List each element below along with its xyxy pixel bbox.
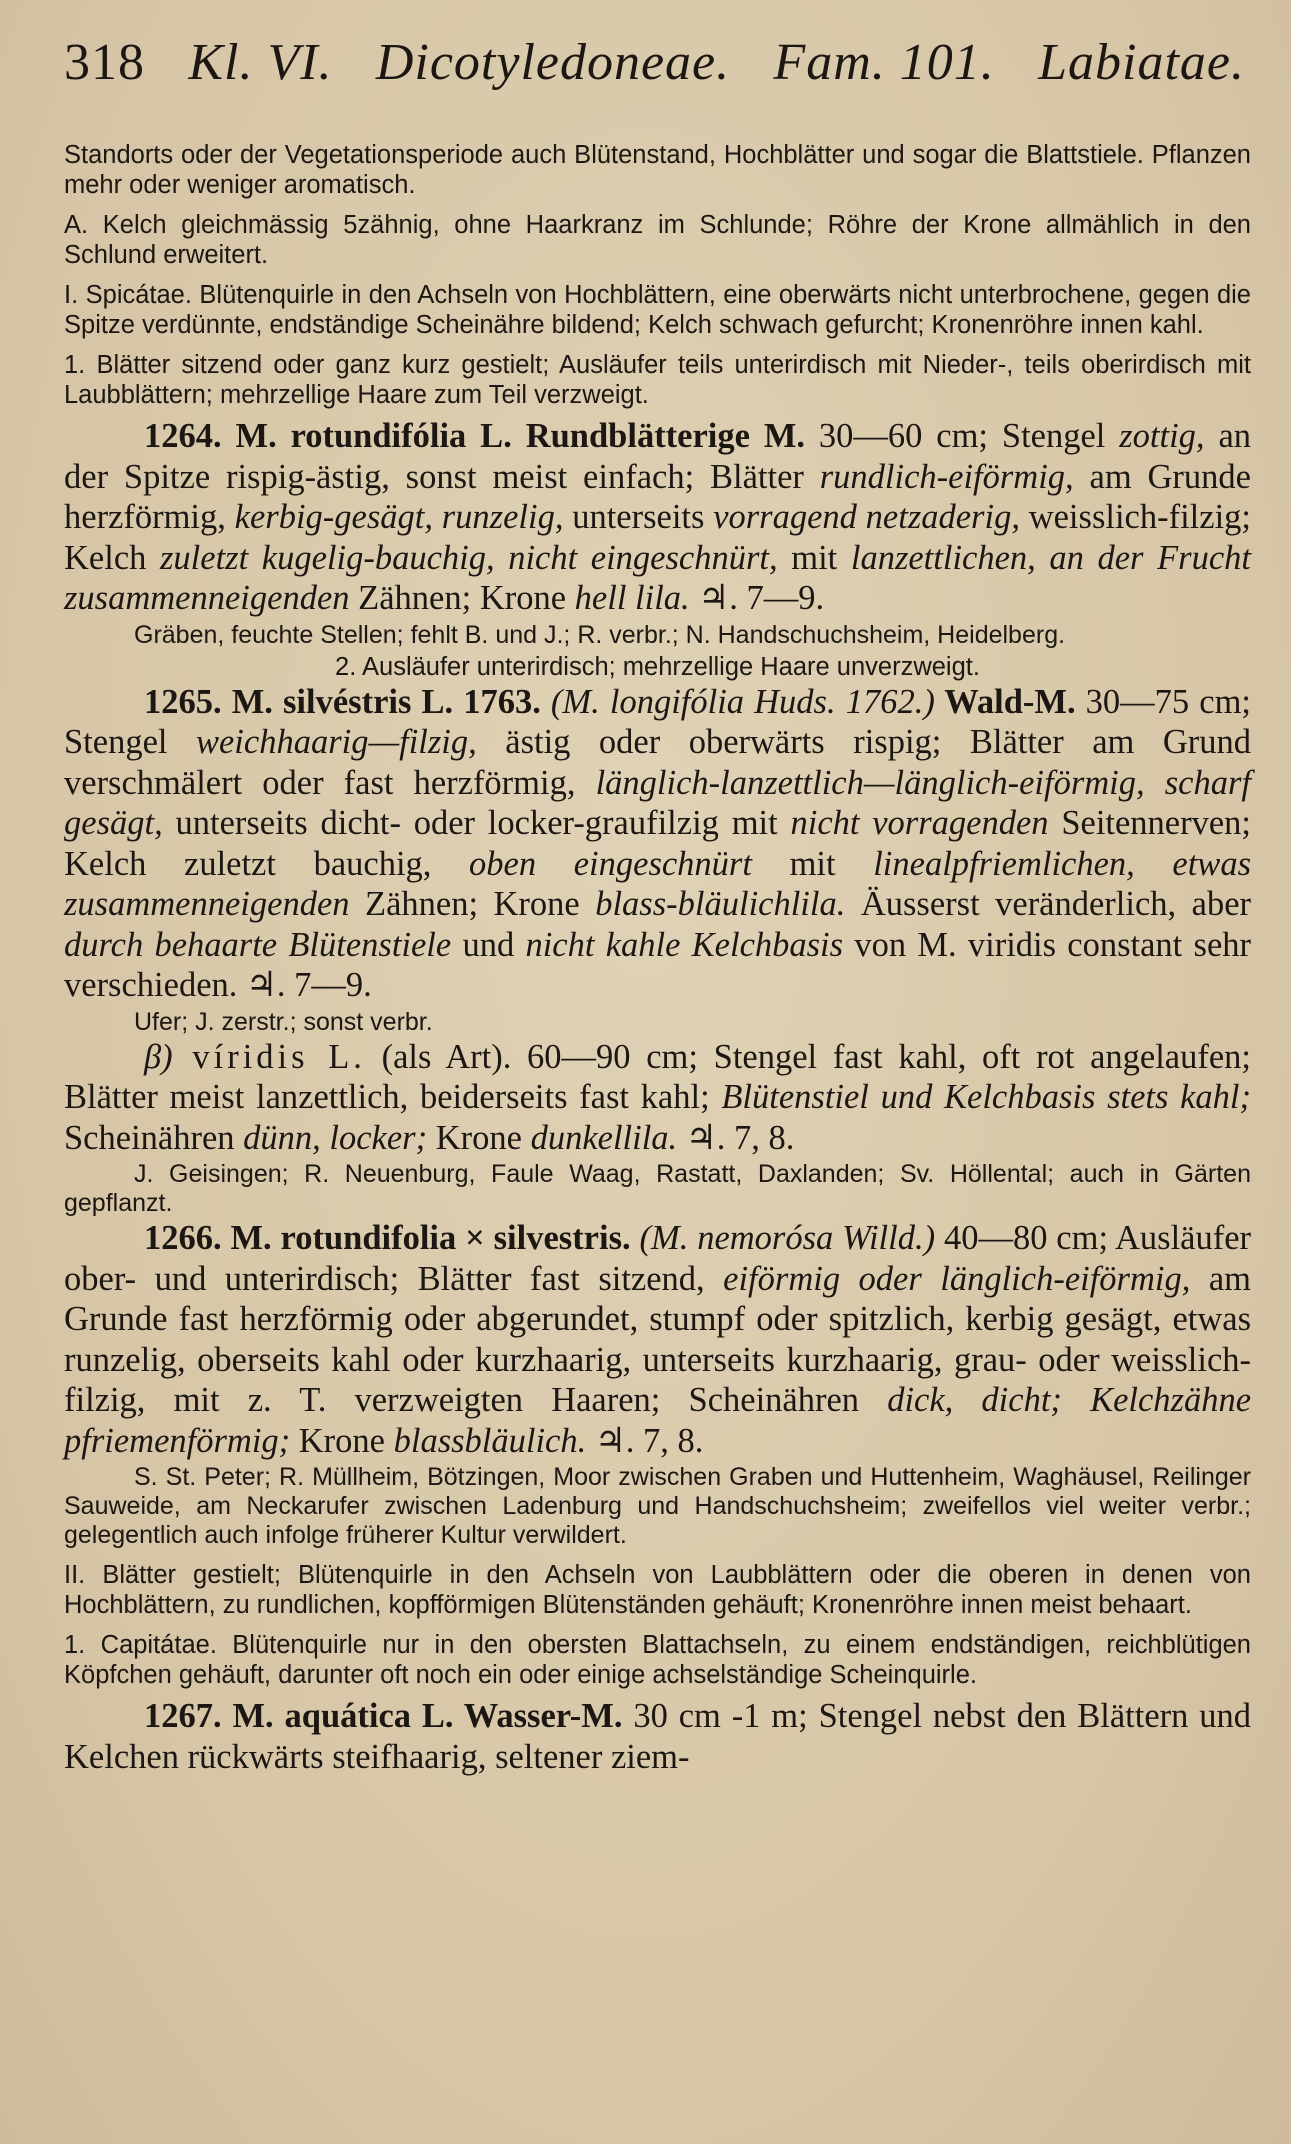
text-run: 30—60 cm; Stengel <box>805 417 1120 455</box>
species-1265 <box>64 682 1251 1006</box>
italic-run: blass-bläulichlila. <box>595 885 846 923</box>
italic-run: weichhaarig—filzig, <box>195 723 477 761</box>
text-run: (als Art). 60—90 cm; Stengel fast kahl, oft rot angelaufen; Blätter meist lanzettlich, beiderseits fast kahl; <box>64 1037 1251 1116</box>
text-run: Zähnen; Krone <box>349 885 596 923</box>
text-run <box>1062 1381 1090 1419</box>
variety-viridis-localities: J. Geisingen; R. Neuenburg, Faule Waag, Rastatt, Daxlanden; Sv. Höllental; auch in Gärten gepflanzt. <box>64 1160 1251 1217</box>
header-class: Kl. VI. <box>188 34 333 91</box>
species-1266-heading: 1266. M. rotundifolia × silvestris. <box>144 1219 631 1257</box>
variety-label: β) <box>144 1037 173 1076</box>
text-run: am Grunde herzförmig, <box>64 457 1251 536</box>
page-number: 318 <box>64 34 145 91</box>
italic-run: vorragend netzaderig, <box>713 498 1020 536</box>
italic-run: eiförmig oder länglich-eiförmig, <box>723 1259 1191 1298</box>
text-run: Seitennerven; Kelch zuletzt bauchig, <box>64 804 1252 883</box>
key-1-text: Blätter sitzend oder ganz kurz gestielt; Ausläufer teils unterirdisch mit Nieder-, teils oberirdisch mit Laubblättern; mehrzellige Haare zum Teil verzweigt. <box>64 351 1251 409</box>
key-1b <box>64 1630 1251 1690</box>
key-a-text: Kelch gleichmässig 5zähnig, ohne Haarkranz im Schlunde; Röhre der Krone allmählich in den Schlund erweitert. <box>64 211 1251 269</box>
text-run: unterseits dicht- oder locker-graufilzig mit <box>162 804 791 842</box>
key-2 <box>64 652 1251 682</box>
italic-run: blassbläulich. <box>393 1421 587 1460</box>
text-run: ästig oder oberwärts rispig; Blätter am Grund verschmälert oder fast herzförmig, <box>64 723 1252 802</box>
key-1-label: 1. <box>64 351 86 379</box>
italic-run: nicht vorragenden <box>790 804 1049 842</box>
key-1 <box>64 350 1251 410</box>
key-ii-text: Blätter gestielt; Blütenquirle in den Achseln von Laubblättern oder die oberen in denen von Hochblättern, zu rundlichen, kopfförmigen Blütenständen gehäuft; Kronenröhre innen meist behaart. <box>64 1561 1251 1619</box>
text-run: an der Spitze rispig-ästig, sonst meist einfach; Blätter <box>64 417 1252 496</box>
key-i-text: Spicátae. Blütenquirle in den Achseln von Hochblättern, eine oberwärts nicht unterbrochene, gegen die Spitze verdünnte, endständige Scheinähre bildend; Kelch schwach gefurcht; Kronenröhre innen kahl. <box>64 281 1251 339</box>
text-run: ♃. 7, 8. <box>586 1421 704 1460</box>
key-ii <box>64 1560 1251 1620</box>
species-1266 <box>64 1218 1251 1461</box>
italic-run: oben eingeschnürt <box>469 844 752 883</box>
text-run: und <box>451 925 526 964</box>
header-family: Labiatae. <box>1038 34 1245 91</box>
italic-run: zuletzt kugelig-bauchig, nicht eingeschnürt, <box>160 538 778 577</box>
italic-run: zottig, <box>1119 417 1205 455</box>
species-1264-heading: 1264. M. rotundifólia L. Rundblätterige M. <box>144 417 806 455</box>
running-head <box>64 28 1245 98</box>
species-1264-localities: Gräben, feuchte Stellen; fehlt B. und J.; R. verbr.; N. Handschuchsheim, Heidelberg. <box>134 620 1066 649</box>
variety-name: víridis L. <box>172 1037 366 1076</box>
italic-run: Blütenstiel und Kelchbasis stets kahl; <box>721 1078 1251 1116</box>
key-a <box>64 210 1251 270</box>
italic-run: länglich-lanzettlich—länglich-eiförmig, scharf gesägt, <box>64 763 1251 842</box>
italic-run: linealpfriemlichen, etwas zusammenneigenden <box>64 844 1251 923</box>
italic-run: hell lila. <box>574 579 690 617</box>
species-1266-synonym: (M. nemorósa Willd.) <box>630 1219 936 1257</box>
italic-run: nicht kahle Kelchbasis <box>525 925 844 964</box>
species-1266-localities: S. St. Peter; R. Müllheim, Bötzingen, Moor zwischen Graben und Huttenheim, Waghäusel, Reilinger Sauweide, am Neckarufer zwischen Ladenburg und Handschuchsheim; zweifellos viel weiter verbr.; gelegentlich auch infolge früherer Kultur verwildert. <box>64 1463 1251 1549</box>
italic-run: lanzettlichen, an der Frucht zusammenneigenden <box>64 538 1251 617</box>
key-ii-label: II. <box>64 1561 86 1589</box>
species-1264 <box>64 416 1251 619</box>
text-run: von M. viridis constant sehr verschieden. ♃. 7—9. <box>64 925 1251 1004</box>
italic-run: dünn, locker; <box>243 1118 428 1157</box>
italic-run: dick, dicht; <box>887 1381 1062 1419</box>
species-1267 <box>64 1696 1251 1777</box>
text-run: am Grunde fast herzförmig oder abgerundet, stumpf oder spitzlich, kerbig gesägt, etwas runzelig, oberseits kahl oder kurzhaarig, unterseits kurzhaarig, grau- oder weisslich-filzig, mit z. T. verzweigten Haaren; Scheinähren <box>64 1259 1251 1419</box>
key-1b-text: Capitátae. Blütenquirle nur in den obersten Blattachseln, zu einem endständigen, reichblütigen Köpfchen gehäuft, darunter oft noch ein oder einige achselständige Scheinquirle. <box>64 1631 1251 1689</box>
italic-run: kerbig-gesägt, runzelig, <box>234 498 564 536</box>
text-run: mit <box>751 844 874 883</box>
italic-run: rundlich-eiförmig, <box>819 457 1074 496</box>
key-1b-label: 1. <box>64 1631 86 1659</box>
species-1265-synonym: (M. longifólia Huds. 1762.) <box>540 682 935 721</box>
text-run: ♃. 7, 8. <box>677 1118 795 1157</box>
text-run: 30 cm -1 m; Stengel nebst den Blättern und Kelchen rückwärts steifhaarig, seltener ziem- <box>64 1697 1251 1776</box>
italic-run: durch behaarte Blütenstiele <box>64 925 452 964</box>
text-run: unterseits <box>563 498 714 536</box>
page-body <box>64 140 1251 1777</box>
text-run: 30—75 cm; Stengel <box>64 682 1251 761</box>
italic-run: Kelchzähne pfriemenförmig; <box>64 1381 1252 1460</box>
text-run: ♃. 7—9. <box>689 579 825 617</box>
key-2-text: Ausläufer unterirdisch; mehrzellige Haare unverzweigt. <box>362 652 980 681</box>
key-a-label: A. <box>64 211 89 239</box>
header-division: Dicotyledoneae. <box>375 34 731 91</box>
text-run: Äusserst veränderlich, aber <box>845 885 1251 923</box>
species-1265-localities: Ufer; J. zerstr.; sonst verbr. <box>134 1007 433 1036</box>
text-run: Zähnen; Krone <box>349 579 575 617</box>
intro-paragraph: Standorts oder der Vegetationsperiode auch Blütenstand, Hochblätter und sogar die Blattstiele. Pflanzen mehr oder weniger aromatisch. <box>64 141 1251 199</box>
text-run: 40—80 cm; Ausläufer ober- und unterirdisch; Blätter fast sitzend, <box>64 1219 1252 1298</box>
text-run: Krone <box>290 1421 394 1460</box>
key-i <box>64 280 1251 340</box>
text-run: Scheinähren <box>64 1118 244 1157</box>
key-i-label: I. <box>64 281 79 309</box>
text-run: weisslich-filzig; Kelch <box>64 498 1251 577</box>
italic-run: dunkellila. <box>530 1118 678 1157</box>
variety-viridis <box>64 1037 1251 1159</box>
species-1265-heading: 1265. M. silvéstris L. 1763. <box>144 682 541 721</box>
text-run: mit <box>777 538 851 577</box>
species-1265-common-name: Wald-M. <box>934 682 1076 721</box>
text-run: Krone <box>427 1118 531 1157</box>
header-family-number: Fam. 101. <box>773 34 995 91</box>
species-1267-heading: 1267. M. aquática L. Wasser-M. <box>144 1697 623 1735</box>
key-2-label: 2. <box>335 652 357 681</box>
